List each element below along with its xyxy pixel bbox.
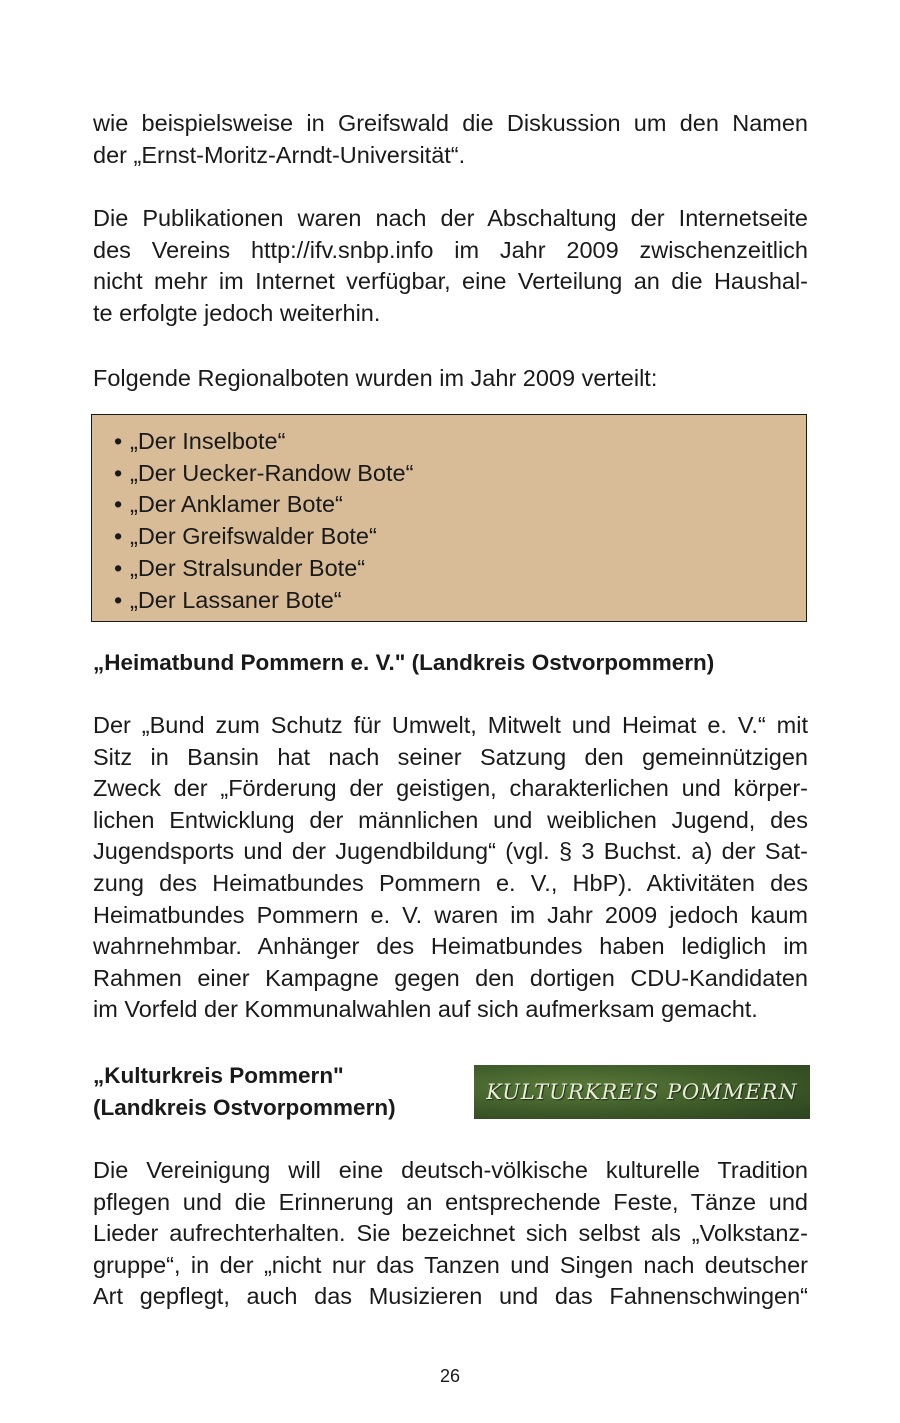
list-item xyxy=(114,521,806,553)
text-line: Lieder aufrechterhalten. Sie bezeichnet sich selbst als „Volkstanz- xyxy=(93,1220,808,1247)
bullet-icon: • xyxy=(114,459,123,486)
kulturkreis-paragraph xyxy=(93,1155,808,1313)
bullet-icon: • xyxy=(114,586,123,613)
text-line: Die Vereinigung will eine deutsch-völkische kulturelle Tradition xyxy=(93,1157,808,1183)
list-item xyxy=(114,553,806,585)
bullet-icon: • xyxy=(114,491,123,518)
text-line: lichen Entwicklung der männlichen und weiblichen Jugend, des xyxy=(93,806,808,833)
heimatbund-heading: „Heimatbund Pommern e. V." (Landkreis Ostvorpommern) xyxy=(93,650,715,675)
bullet-icon: • xyxy=(114,554,123,581)
list-item-label: „Der Stralsunder Bote“ xyxy=(130,554,366,581)
text-line: Art gepflegt, auch das Musizieren und das Fahnenschwingen“ xyxy=(93,1283,808,1310)
list-item xyxy=(114,426,806,458)
text-line: te erfolgte jedoch weiterhin. xyxy=(93,299,381,326)
text-line: im Vorfeld der Kommunalwahlen auf sich aufmerksam gemacht. xyxy=(93,996,758,1023)
publications-paragraph xyxy=(93,203,808,329)
list-item-label: „Der Greifswalder Bote“ xyxy=(130,523,377,550)
list-item-label: „Der Anklamer Bote“ xyxy=(130,491,343,518)
text-line: wie beispielsweise in Greifswald die Diskussion um den Namen xyxy=(93,110,808,136)
intro-paragraph xyxy=(93,108,808,171)
list-item-label: „Der Inselbote“ xyxy=(130,428,286,454)
text-line: pflegen und die Erinnerung an entsprechende Feste, Tänze und xyxy=(93,1188,808,1215)
text-line: Jugendsports und der Jugendbildung“ (vgl. § 3 Buchst. a) der Sat- xyxy=(93,838,808,865)
bullet-icon: • xyxy=(114,428,123,454)
list-item-label: „Der Lassaner Bote“ xyxy=(130,586,342,613)
kulturkreis-logo-banner xyxy=(474,1065,810,1119)
list-item xyxy=(114,489,806,521)
heading-line: (Landkreis Ostvorpommern) xyxy=(93,1094,396,1120)
text-line: Zweck der „Förderung der geistigen, charakterlichen und körper- xyxy=(93,775,808,802)
list-intro xyxy=(93,363,808,395)
regionalboten-box xyxy=(91,414,807,622)
regionalboten-list xyxy=(92,415,806,616)
text-line: Sitz in Bansin hat nach seiner Satzung den gemeinnützigen xyxy=(93,743,808,770)
text-line: nicht mehr im Internet verfügbar, eine Verteilung an die Haushal- xyxy=(93,268,808,295)
page-number: 26 xyxy=(439,1366,461,1386)
text-line: Folgende Regionalboten wurden im Jahr 2009 verteilt: xyxy=(93,365,658,391)
text-line: zung des Heimatbundes Pommern e. V., HbP). Aktivitäten des xyxy=(93,869,808,896)
heading-line: „Kulturkreis Pommern" xyxy=(93,1063,344,1088)
text-line: Der „Bund zum Schutz für Umwelt, Mitwelt und Heimat e. V.“ mit xyxy=(93,712,808,738)
text-line: gruppe“, in der „nicht nur das Tanzen und Singen nach deutscher xyxy=(93,1251,808,1278)
bullet-icon: • xyxy=(114,523,123,550)
kulturkreis-heading xyxy=(93,1060,396,1123)
heimatbund-paragraph xyxy=(93,710,808,1026)
text-line: der „Ernst-Moritz-Arndt-Universität“. xyxy=(93,141,466,168)
list-item xyxy=(114,458,806,490)
text-line: Rahmen einer Kampagne gegen den dortigen CDU-Kandidaten xyxy=(93,964,808,991)
text-line: des Vereins http://ifv.snbp.info im Jahr 2009 zwischenzeitlich xyxy=(93,236,808,263)
text-line: Die Publikationen waren nach der Abschaltung der Internetseite xyxy=(93,205,808,231)
list-item-label: „Der Uecker-Randow Bote“ xyxy=(130,459,414,486)
list-item xyxy=(114,585,806,617)
text-line: wahrnehmbar. Anhänger des Heimatbundes haben lediglich im xyxy=(93,933,808,960)
logo-text: KULTURKREIS POMMERN xyxy=(486,1080,798,1104)
text-line: Heimatbundes Pommern e. V. waren im Jahr 2009 jedoch kaum xyxy=(93,901,808,928)
